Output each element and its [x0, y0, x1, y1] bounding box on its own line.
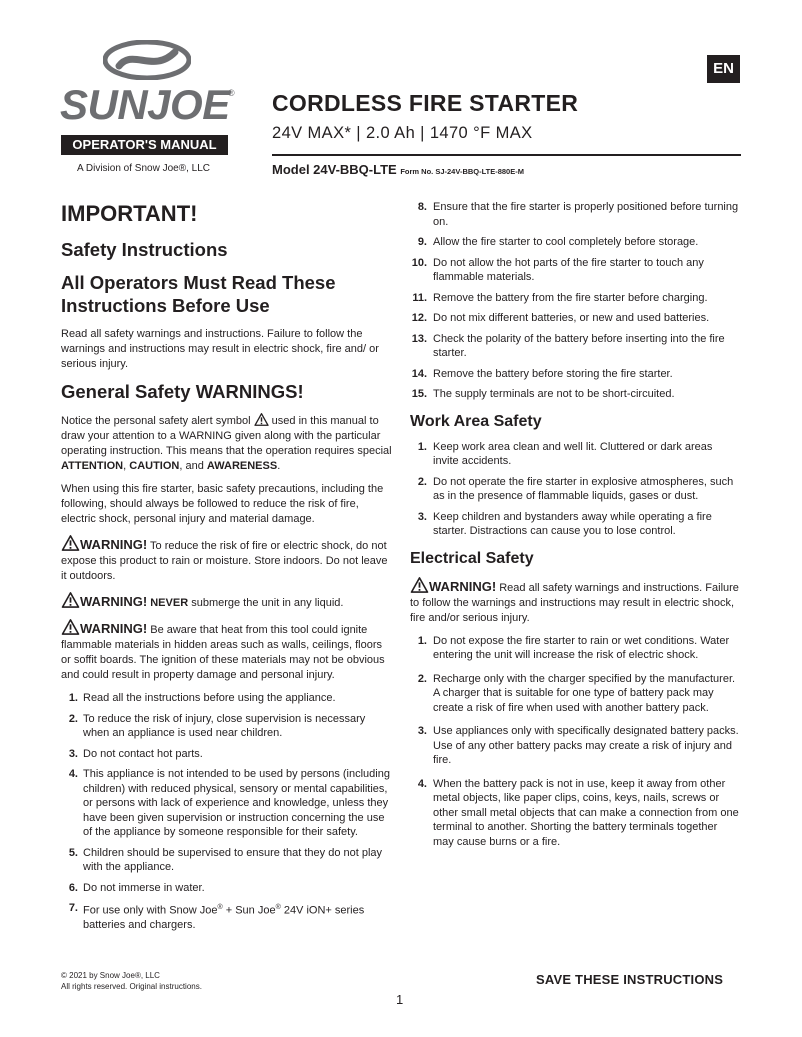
warning-triangle-icon [61, 619, 80, 635]
form-number: Form No. SJ-24V-BBQ-LTE-880E-M [400, 167, 524, 176]
item-text: Remove the battery before storing the fire starter. [433, 367, 673, 380]
item-text: Remove the battery from the fire starter before charging. [433, 291, 708, 304]
alert-symbol-paragraph [61, 413, 393, 474]
item-text: Do not expose the fire starter to rain or wet conditions. Water entering the unit will increase the risk of electric shock. [433, 634, 730, 661]
item-text: This appliance is not intended to be used by persons (including children) with reduced physical, sensory or mental capabilities, or persons with lack of experience and knowledge, unless they have been given supervision or instruction concerning the use of the appliance by someone responsible for their safety. [83, 768, 390, 838]
item-text: Ensure that the fire starter is properly positioned before turning on. [433, 201, 739, 228]
item-number: 12. [411, 312, 427, 324]
item-text: When the battery pack is not in use, keep it away from other metal objects, like paper clips, coins, keys, nails, screws or other small metal objects that can make a connection from one terminal to another. Shorting the battery terminals together may cause burns or a fire. [433, 777, 739, 848]
item-number: 6. [68, 881, 78, 894]
warning-label: WARNING! [80, 621, 148, 636]
item-number: 2. [417, 672, 427, 685]
list-item [410, 510, 740, 539]
warning-heat-text: Be aware that heat from this tool could ignite flammable materials in hidden areas such as walls, ceilings, floors or soffit boards. The ignition of these materials may not be obvious and could result in property damage and personal injury. [61, 624, 385, 681]
item-text: Use appliances only with specifically designated battery packs. Use of any other battery packs may create a risk of injury and fire. [433, 725, 739, 766]
item-number: 8. [417, 201, 427, 213]
precautions-paragraph: When using this fire starter, basic safety precautions, including the following, should always be followed to reduce the risk of fire, electric shock, personal injury and material damage. [61, 483, 384, 525]
list-item [410, 291, 740, 306]
registered-mark: ® [275, 904, 281, 911]
list-item [410, 367, 740, 382]
page-title: CORDLESS FIRE STARTER [272, 90, 579, 116]
period: . [277, 460, 281, 472]
list-item [61, 712, 393, 741]
sunjoe-swoosh-icon [103, 40, 191, 80]
warning-triangle-icon [61, 535, 80, 551]
item-text-c: 24V iON+ series batteries and chargers. [83, 904, 365, 932]
list-item [61, 846, 393, 875]
item-number: 1. [68, 692, 78, 704]
awareness-word: AWARENESS [206, 460, 278, 472]
warning-label: WARNING! [80, 537, 148, 552]
electrical-safety-heading: Electrical Safety [410, 549, 534, 567]
warning-triangle-icon [410, 577, 429, 593]
warning-rain-text: To reduce the risk of fire or electric shock, do not expose this product to rain or moisture. Store indoors. Do not leave it outdoors. [61, 540, 388, 582]
item-text: Do not contact hot parts. [83, 747, 203, 760]
general-safety-list [61, 691, 393, 933]
item-text: To reduce the risk of injury, close supervision is necessary when an appliance is used near children. [83, 712, 366, 739]
list-item [410, 235, 740, 250]
item-text: Do not allow the hot parts of the fire starter to touch any flammable materials. [433, 256, 704, 283]
brand-registered-mark: ® [228, 88, 235, 98]
item-text: Recharge only with the charger specified by the manufacturer. A charger that is suitable for one type of battery pack may create a risk of fire when used with another battery pack. [433, 672, 736, 714]
item-number: 1. [417, 440, 427, 453]
list-item [410, 777, 740, 850]
list-item [410, 634, 740, 663]
item-number: 5. [68, 846, 78, 859]
item-text: Children should be supervised to ensure that they do not play with the appliance. [83, 846, 383, 873]
copyright-line-2: All rights reserved. Original instructions. [61, 982, 202, 991]
comma: , [123, 460, 127, 472]
item-number: 2. [417, 475, 427, 488]
general-safety-list-continued [410, 200, 740, 402]
list-item [410, 256, 740, 285]
notice-text-2: used in this manual to draw your attention to a WARNING given along with the particular operating instruction. This means that the operation requires special [61, 415, 392, 457]
item-text: Keep children and bystanders away while operating a fire starter. Distractions can cause you to lose control. [433, 510, 712, 537]
item-number: 1. [417, 634, 427, 647]
item-number: 10. [411, 256, 427, 269]
and-word: , and [179, 460, 204, 472]
page-number: 1 [396, 992, 404, 1007]
caution-word: CAUTION [129, 460, 180, 472]
warning-triangle-icon [254, 413, 269, 426]
model-line [272, 162, 524, 177]
item-text: Do not mix different batteries, or new and used batteries. [433, 312, 710, 324]
never-word: NEVER [150, 597, 189, 609]
list-item [410, 672, 740, 716]
item-number: 3. [68, 747, 78, 760]
division-text: A Division of Snow Joe®, LLC [77, 163, 210, 174]
warning-heat [61, 619, 393, 683]
notice-text-1: Notice the personal safety alert symbol [61, 415, 251, 427]
item-number: 3. [417, 510, 427, 523]
right-column [410, 200, 740, 857]
model-number: Model 24V-BBQ-LTE [272, 162, 397, 177]
left-column [61, 200, 393, 941]
item-text: Check the polarity of the battery before inserting into the fire starter. [433, 332, 725, 359]
important-heading: IMPORTANT! [61, 201, 198, 226]
electrical-warning [410, 577, 740, 626]
language-badge: EN [707, 55, 740, 83]
warning-triangle-icon [61, 592, 80, 608]
item-text: Allow the fire starter to cool completely before storage. [433, 236, 699, 248]
intro-paragraph: Read all safety warnings and instructions. Failure to follow the warnings and instructions may result in electric shock, fire and/ or serious injury. [61, 328, 379, 370]
warning-submerge-text: submerge the unit in any liquid. [191, 597, 344, 609]
brand-name: SUNJOE [60, 81, 230, 128]
warning-submerge [61, 592, 393, 611]
item-number: 3. [417, 725, 427, 737]
electrical-safety-list [410, 634, 740, 850]
copyright [61, 970, 202, 992]
attention-word: ATTENTION [61, 460, 124, 472]
warning-rain [61, 535, 393, 584]
safety-instructions-heading: Safety Instructions [61, 239, 228, 260]
list-item [410, 724, 740, 768]
list-item [410, 332, 740, 361]
item-text: The supply terminals are not to be short-circuited. [433, 388, 675, 400]
registered-mark: ® [217, 904, 223, 911]
item-number: 9. [417, 236, 427, 248]
general-safety-heading: General Safety WARNINGS! [61, 381, 304, 402]
item-number: 4. [417, 777, 427, 790]
list-item [410, 311, 740, 326]
list-item [410, 440, 740, 469]
item-number: 13. [411, 332, 427, 345]
item-text-b: + Sun Joe [222, 904, 276, 917]
electrical-warning-text: Read all safety warnings and instructions. Failure to follow the warnings and instructions may result in electric shock, fire and/or serious injury. [410, 581, 739, 624]
list-item [61, 767, 393, 840]
save-instructions: SAVE THESE INSTRUCTIONS [536, 972, 724, 987]
operators-manual-badge: OPERATOR'S MANUAL [61, 135, 228, 155]
list-item [410, 475, 740, 504]
item-text: Keep work area clean and well lit. Cluttered or dark areas invite accidents. [433, 440, 713, 467]
list-item [61, 747, 393, 762]
item-text: Do not operate the fire starter in explosive atmospheres, such as in the presence of flammable liquids, gases or dust. [433, 475, 734, 502]
must-read-heading: All Operators Must Read These Instructions Before Use [61, 272, 336, 316]
item-number: 4. [68, 768, 78, 780]
list-item [61, 881, 393, 896]
header-divider [272, 154, 741, 156]
item-text-a: For use only with Snow Joe [83, 904, 218, 917]
item-text: Read all the instructions before using the appliance. [83, 692, 336, 704]
item-text: Do not immerse in water. [83, 881, 205, 894]
sunjoe-logo [60, 38, 235, 128]
list-item [410, 200, 740, 229]
product-specs: 24V MAX* | 2.0 Ah | 1470 °F MAX [272, 124, 533, 142]
warning-label: WARNING! [80, 594, 148, 609]
list-item [410, 387, 740, 402]
item-number: 7. [68, 902, 78, 914]
item-number: 14. [411, 367, 427, 380]
copyright-line-1: © 2021 by Snow Joe®, LLC [61, 971, 160, 980]
work-area-list [410, 440, 740, 539]
item-number: 2. [68, 712, 78, 725]
item-number: 15. [411, 388, 427, 400]
list-item [61, 901, 393, 933]
warning-label: WARNING! [429, 578, 497, 594]
item-number: 11. [412, 291, 427, 304]
work-area-heading: Work Area Safety [410, 412, 542, 430]
list-item [61, 691, 393, 706]
